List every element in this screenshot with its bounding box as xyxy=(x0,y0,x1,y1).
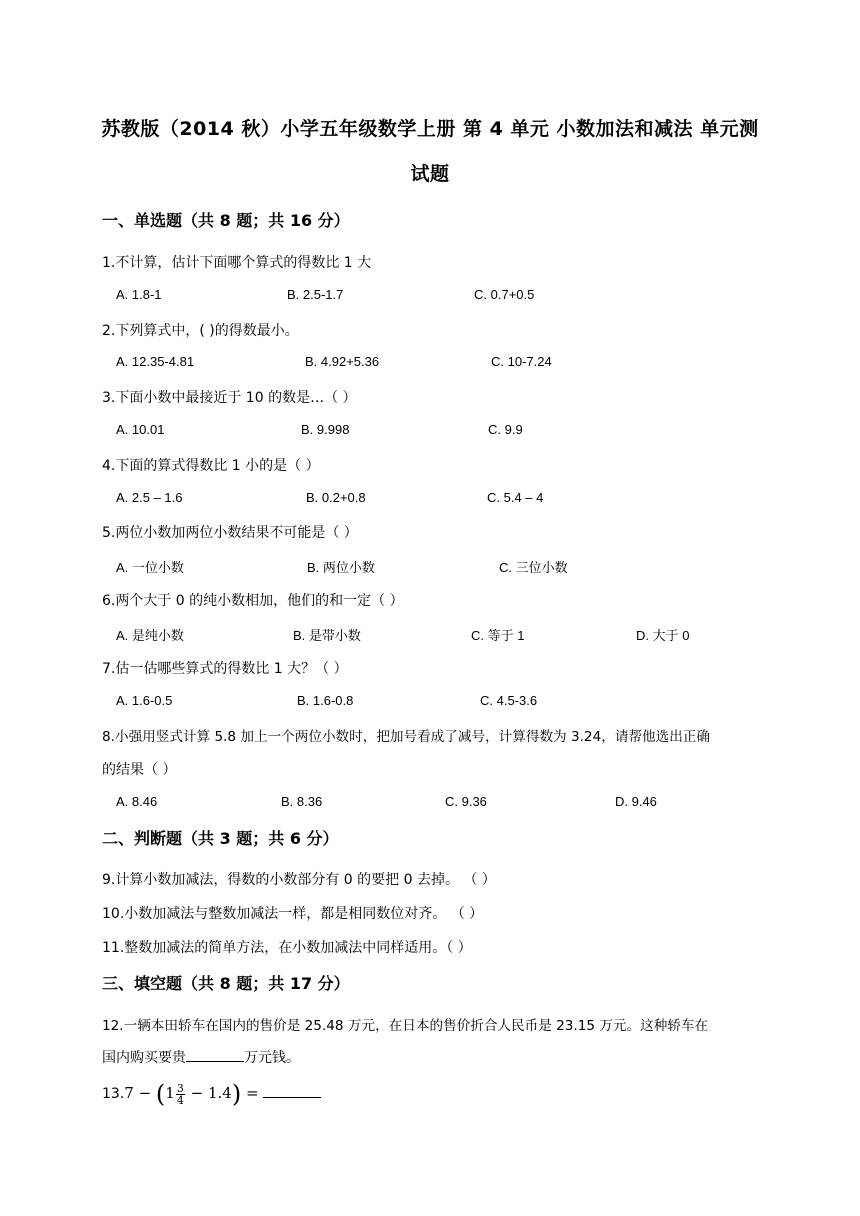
q3-option-a: A. 10.01 xyxy=(116,422,165,437)
q5-option-b: B. 两位小数 xyxy=(307,560,375,575)
answer-blank xyxy=(263,1084,321,1098)
q6-option-c: C. 等于 1 xyxy=(471,628,525,643)
question-4: 4.下面的算式得数比 1 小的是（ ） xyxy=(102,458,320,474)
answer-blank xyxy=(186,1048,244,1062)
question-3: 3.下面小数中最接近于 10 的数是…（ ） xyxy=(102,390,357,406)
q1-option-c: C. 0.7+0.5 xyxy=(474,287,535,302)
question-12-line2 xyxy=(102,1047,300,1067)
document-title-line1: 苏教版（2014 秋）小学五年级数学上册 第 4 单元 小数加法和减法 单元测 xyxy=(101,118,759,140)
q4-option-c: C. 5.4 – 4 xyxy=(487,490,544,505)
q13-whole-part: 1 xyxy=(165,1084,175,1102)
question-12-text-a: 国内购买要贵 xyxy=(102,1050,186,1066)
fraction-numerator: 3 xyxy=(176,1081,184,1095)
q7-option-c: C. 4.5-3.6 xyxy=(480,693,538,708)
q13-expr-tail: − 1.4 xyxy=(185,1084,232,1102)
fraction-denominator: 4 xyxy=(176,1093,184,1107)
q7-option-a: A. 1.6-0.5 xyxy=(116,693,173,708)
question-8-line2: 的结果（ ） xyxy=(102,762,177,778)
section-heading-true-false: 二、判断题（共 3 题；共 6 分） xyxy=(102,829,339,848)
q3-option-b: B. 9.998 xyxy=(301,422,350,437)
q13-equals: = xyxy=(241,1084,264,1102)
q8-option-b: B. 8.36 xyxy=(281,794,323,809)
question-7: 7.估一估哪些算式的得数比 1 大？（ ） xyxy=(102,661,348,677)
question-9: 9.计算小数加减法，得数的小数部分有 0 的要把 0 去掉。 （ ） xyxy=(102,872,496,888)
question-12-text-b: 万元钱。 xyxy=(244,1050,300,1066)
question-8-line1: 8.小强用竖式计算 5.8 加上一个两位小数时，把加号看成了减号，计算得数为 3.24，请帮他选出正确 xyxy=(102,729,710,745)
q3-option-c: C. 9.9 xyxy=(488,422,523,437)
q13-expr-lead: 7 − xyxy=(124,1084,156,1102)
q1-option-a: A. 1.8-1 xyxy=(116,287,162,302)
question-12-line1: 12.一辆本田轿车在国内的售价是 25.48 万元，在日本的售价折合人民币是 23.15 万元。这种轿车在 xyxy=(102,1018,709,1034)
q6-option-a: A. 是纯小数 xyxy=(116,628,184,643)
left-paren: ( xyxy=(155,1080,166,1108)
right-paren: ) xyxy=(231,1080,242,1108)
section-heading-single-choice: 一、单选题（共 8 题；共 16 分） xyxy=(102,211,350,230)
q8-option-d: D. 9.46 xyxy=(615,794,657,809)
q4-option-b: B. 0.2+0.8 xyxy=(306,490,366,505)
question-13-number: 13. xyxy=(102,1086,125,1102)
q5-option-c: C. 三位小数 xyxy=(499,560,568,575)
q2-option-b: B. 4.92+5.36 xyxy=(305,354,380,369)
q2-option-a: A. 12.35-4.81 xyxy=(116,354,195,369)
q6-option-d: D. 大于 0 xyxy=(636,628,690,643)
question-5: 5.两位小数加两位小数结果不可能是（ ） xyxy=(102,525,358,541)
question-6: 6.两个大于 0 的纯小数相加，他们的和一定（ ） xyxy=(102,593,404,609)
question-2: 2.下列算式中，( )的得数最小。 xyxy=(102,323,299,339)
document-title-line2: 试题 xyxy=(410,163,450,185)
q13-expression xyxy=(124,1080,264,1108)
section-heading-fill-in: 三、填空题（共 8 题；共 17 分） xyxy=(102,974,350,993)
q7-option-b: B. 1.6-0.8 xyxy=(297,693,354,708)
q8-option-a: A. 8.46 xyxy=(116,794,158,809)
question-11: 11.整数加减法的简单方法，在小数加减法中同样适用。（ ） xyxy=(102,940,472,956)
q13-fraction xyxy=(176,1083,185,1106)
q8-option-c: C. 9.36 xyxy=(445,794,487,809)
question-1: 1.不计算，估计下面哪个算式的得数比 1 大 xyxy=(102,255,372,271)
question-13 xyxy=(102,1080,321,1108)
q4-option-a: A. 2.5 – 1.6 xyxy=(116,490,183,505)
q5-option-a: A. 一位小数 xyxy=(116,560,184,575)
q6-option-b: B. 是带小数 xyxy=(293,628,361,643)
q2-option-c: C. 10-7.24 xyxy=(491,354,552,369)
q1-option-b: B. 2.5-1.7 xyxy=(287,287,344,302)
question-10: 10.小数加减法与整数加减法一样，都是相同数位对齐。 （ ） xyxy=(102,906,484,922)
